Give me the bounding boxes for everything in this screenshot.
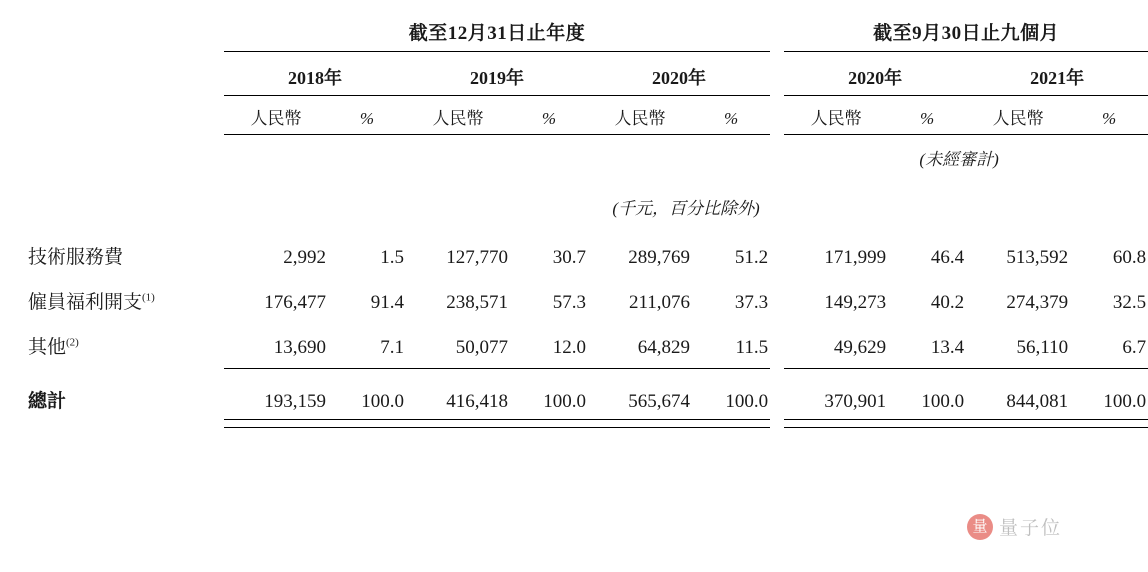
cell-value: 11.5 bbox=[692, 323, 770, 368]
units-note: (千元，百分比除外) bbox=[612, 199, 760, 218]
spacer-row bbox=[28, 52, 1148, 65]
gap-cell bbox=[770, 278, 784, 323]
expense-breakdown-table bbox=[28, 18, 1148, 428]
year-header-row bbox=[28, 64, 1148, 94]
cell-value: 7.1 bbox=[328, 323, 406, 368]
row-label-employee-benefit bbox=[28, 278, 224, 323]
cell-value: 57.3 bbox=[552, 292, 586, 313]
total-value: 844,081 bbox=[1006, 390, 1069, 412]
table-row bbox=[28, 278, 1148, 323]
total-value: 100.0 bbox=[1103, 390, 1147, 412]
cell-value: 6.7 bbox=[1070, 323, 1148, 368]
cell-value: 2,992 bbox=[283, 247, 326, 268]
row-label-text: 其他 bbox=[28, 337, 67, 358]
total-value: 565,674 bbox=[628, 390, 690, 412]
rule-spacer bbox=[28, 419, 224, 427]
row-label-others bbox=[28, 323, 224, 368]
spacer-row bbox=[28, 96, 1148, 105]
unit-percent-2021-9m: % bbox=[1102, 109, 1117, 128]
group-header-annual: 截至12月31日止年度 bbox=[408, 23, 586, 44]
double-rule-7 bbox=[784, 419, 888, 427]
unit-currency-2019: 人民幣 bbox=[432, 109, 484, 128]
cell-value: 32.5 bbox=[1112, 292, 1147, 313]
spacer-cell bbox=[28, 52, 1148, 65]
footnote-marker: (1) bbox=[142, 291, 155, 304]
cell-value: 46.4 bbox=[930, 247, 965, 268]
group-header-row bbox=[28, 18, 1148, 50]
cell-value: 64,829 bbox=[588, 323, 692, 368]
gap-cell bbox=[770, 64, 784, 94]
year-header-2020: 2020年 bbox=[652, 68, 707, 88]
spacer-cell bbox=[28, 221, 1148, 233]
total-value: 100.0 bbox=[921, 390, 965, 412]
unit-currency-2020: 人民幣 bbox=[614, 109, 666, 128]
cell-value: 12.0 bbox=[510, 323, 588, 368]
total-value: 100.0 bbox=[361, 390, 404, 412]
cell-value: 60.8 bbox=[1112, 247, 1147, 268]
cell-value: 513,592 bbox=[1006, 247, 1069, 268]
unaudited-note: (未經審計) bbox=[919, 150, 999, 169]
double-rule-1 bbox=[224, 419, 328, 427]
unit-currency-2020-9m: 人民幣 bbox=[810, 109, 862, 128]
cell-value: 91.4 bbox=[370, 292, 404, 313]
cell-value: 211,076 bbox=[628, 292, 690, 313]
cell-value: 1.5 bbox=[380, 247, 404, 268]
watermark-logo-icon: 量 bbox=[967, 514, 993, 540]
note-spacer bbox=[28, 135, 770, 173]
gap-cell bbox=[770, 18, 784, 50]
corner-cell bbox=[28, 18, 224, 50]
cell-value: 274,379 bbox=[1006, 292, 1069, 313]
cell-value: 127,770 bbox=[446, 247, 508, 268]
total-value: 416,418 bbox=[446, 390, 508, 412]
double-rule-10 bbox=[1070, 419, 1148, 427]
cell-value: 56,110 bbox=[966, 323, 1070, 368]
cell-value: 149,273 bbox=[824, 292, 887, 313]
cell-value: 50,077 bbox=[406, 323, 510, 368]
year-header-2020-9m: 2020年 bbox=[848, 68, 903, 88]
gap-cell bbox=[770, 233, 784, 278]
row-label-tech-service-fee: 技術服務費 bbox=[28, 247, 124, 268]
double-rule-6 bbox=[692, 419, 770, 427]
gap-cell bbox=[770, 368, 784, 419]
group-header-nine-months: 截至9月30日止九個月 bbox=[873, 23, 1060, 44]
total-value: 100.0 bbox=[725, 390, 769, 412]
units-note-row bbox=[28, 172, 1148, 221]
double-rule-9 bbox=[966, 419, 1070, 427]
cell-value: 51.2 bbox=[734, 247, 769, 268]
cell-value: 40.2 bbox=[930, 292, 965, 313]
unit-percent-2019: % bbox=[541, 109, 557, 128]
total-value: 193,159 bbox=[264, 390, 326, 412]
row-label-text: 僱員福利開支 bbox=[28, 292, 143, 313]
cell-value: 13,690 bbox=[224, 323, 328, 368]
double-rule-3 bbox=[406, 419, 510, 427]
cell-value: 176,477 bbox=[264, 292, 326, 313]
unit-percent-2018: % bbox=[359, 109, 375, 128]
total-value: 370,901 bbox=[824, 390, 887, 412]
year-header-2021-9m: 2021年 bbox=[1030, 68, 1085, 88]
unit-percent-2020: % bbox=[723, 109, 739, 128]
spacer-cell bbox=[28, 96, 1148, 105]
cell-value: 238,571 bbox=[446, 292, 508, 313]
unit-header-row bbox=[28, 104, 1148, 133]
corner-cell bbox=[28, 104, 224, 133]
unit-currency-2018: 人民幣 bbox=[250, 109, 302, 128]
cell-value: 13.4 bbox=[888, 323, 966, 368]
cell-value: 30.7 bbox=[552, 247, 586, 268]
unaudited-note-row bbox=[28, 135, 1148, 173]
gap-cell bbox=[770, 323, 784, 368]
unit-percent-2020-9m: % bbox=[919, 109, 935, 128]
cell-value: 289,769 bbox=[628, 247, 690, 268]
gap-cell bbox=[770, 104, 784, 133]
unit-currency-2021-9m: 人民幣 bbox=[992, 109, 1044, 128]
double-rule-4 bbox=[510, 419, 588, 427]
cell-value: 49,629 bbox=[784, 323, 888, 368]
cell-value: 171,999 bbox=[824, 247, 887, 268]
year-header-2018: 2018年 bbox=[288, 68, 342, 88]
table-row bbox=[28, 233, 1148, 278]
table-total-row bbox=[28, 368, 1148, 419]
total-label: 總計 bbox=[28, 391, 67, 412]
double-rule-8 bbox=[888, 419, 966, 427]
corner-cell bbox=[28, 64, 224, 94]
total-value: 100.0 bbox=[543, 390, 586, 412]
total-double-rule-row bbox=[28, 419, 1148, 427]
watermark bbox=[967, 513, 1062, 540]
spacer-row bbox=[28, 221, 1148, 233]
year-header-2019: 2019年 bbox=[470, 68, 524, 88]
table-row bbox=[28, 323, 1148, 368]
cell-value: 37.3 bbox=[734, 292, 769, 313]
double-rule-2 bbox=[328, 419, 406, 427]
footnote-marker: (2) bbox=[66, 336, 79, 349]
watermark-text: 量子位 bbox=[998, 518, 1062, 539]
units-note-spacer bbox=[28, 172, 224, 221]
gap-cell bbox=[770, 419, 784, 427]
double-rule-5 bbox=[588, 419, 692, 427]
